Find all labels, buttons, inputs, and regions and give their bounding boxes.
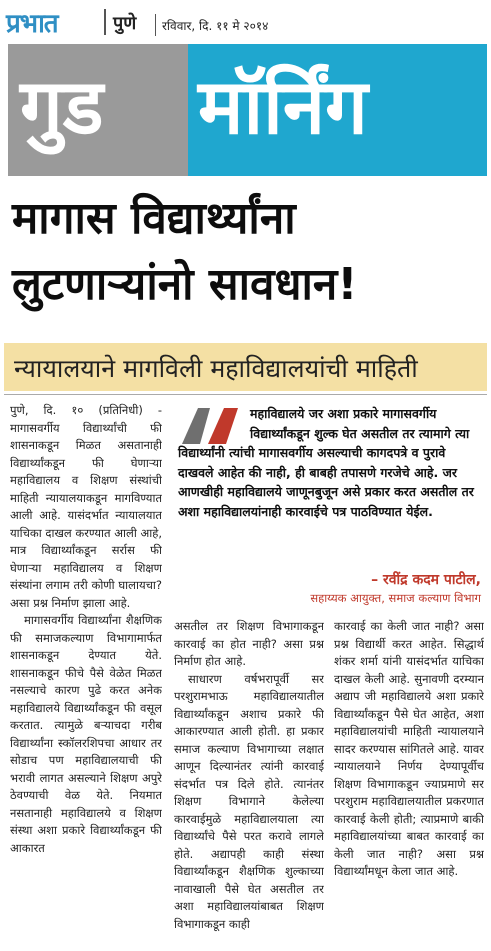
quote-spacer: [178, 404, 250, 442]
paragraph: कारवाई का केली जात नाही? असा प्रश्न विद्यार्थी करत आहेत. सिद्धार्थ शंकर शर्मा यांनी यासंदर्भात याचिका दाखल केली आहे. सुनावणी दरम्यान अद्याप जी महाविद्यालये अशा प्रकारे विद्यार्थ्यांकडून पैसे घेत आहेत, अशा महाविद्यालयांची माहिती न्यायालयाने सादर करण्यास सांगितले आहे. यावर न्यायालयाने निर्णय देण्यापूर्वीच शिक्षण विभागाकडून ज्याप्रमाणे सर परशुराम महाविद्यालयातील प्रकरणात कारवाई केली होती; त्याप्रमाणे बाकी महाविद्यालयांच्या बाबत कारवाई का केली जात नाही? असा प्रश्न विद्यार्थ्यांमधून केला जात आहे.: [334, 619, 484, 878]
pull-quote: महाविद्यालये जर अशा प्रकारे मागासवर्गीय विद्यार्थ्यांकडून शुल्क घेत असतील तर त्यामागे त्या विद्यार्थ्यांनी त्यांची मागासवर्गीय असल्याची कागदपत्रे व पुरावे दाखवले आहेत की नाही, ही बाबही तपासणे गरजेचे आहे. जर आणखीही महाविद्यालये जाणूनबुजून असे प्रकार करत असतील तर अशा महाविद्यालयांनाही कारवाईचे पत्र पाठविण्यात येईल.: [178, 406, 474, 519]
article-headline: [12, 186, 482, 318]
paragraph: पुणे, दि. १० (प्रतिनिधी) - मागासवर्गीय विद्यार्थ्यांची फी शासनाकडून मिळत असतानाही विद्यार्थ्यांकडून फी घेणाऱ्या महाविद्यालय व शिक्षण संस्थांची माहिती न्यायालयाकडून मागविण्यात आली आहे. यासंदर्भात न्यायालयात याचिका दाखल करण्यात आली आहे, मात्र विद्यार्थ्यांकडून सर्रास फी घेणाऱ्या महाविद्यालय व शिक्षण संस्थांना लगाम तरी कोणी घालायचा? असा प्रश्न निर्माण झाला आहे.: [10, 403, 162, 610]
masthead: [0, 0, 491, 42]
divider: [155, 14, 156, 36]
edition-date: रविवार, दि. ११ मे २०१४: [162, 19, 269, 33]
banner-right-panel: [188, 44, 487, 176]
paragraph: साधारण वर्षभरापूर्वी सर परशुरामभाऊ महाविद्यालयातील विद्यार्थ्यांकडून अशाच प्रकारे फी आकारण्यात आली होती. हा प्रकार समाज कल्याण विभागाच्या लक्षात आणून दिल्यानंतर त्यांनी कारवाई संदर्भात पत्र दिले होते. त्यानंतर शिक्षण विभागाने केलेल्या कारवाईमुळे महाविद्यालयाला त्या विद्यार्थ्यांचे पैसे परत करावे लागले होते. अद्यापही काही संस्था विद्यार्थ्यांकडून शैक्षणिक शुल्काच्या नावाखाली पैसे घेत असतील तर अशा महाविद्यालयांबाबत शिक्षण विभागाकडून काही: [174, 671, 324, 931]
banner-left-text: गुड: [20, 62, 104, 151]
quote-author: – रवींद्र कदम पाटील,: [371, 572, 481, 588]
article-column-3: [334, 618, 484, 947]
paragraph: मागासवर्गीय विद्यार्थ्यांना शैक्षणिक फी समाजकल्याण विभागामार्फत शासनाकडून देण्यात येते. शासनाकडून फीचे पैसे वेळेत मिळत नसल्याचे कारण पुढे करत अनेक महाविद्यालये विद्यार्थ्यांकडून फी वसूल करतात. त्यामुळे बऱ्याचदा गरीब विद्यार्थ्यांना स्कॉलरशिपचा आधार तर सोडाच पण महाविद्यालयाची फी भरावी लागत असल्याने शिक्षण अपुरे ठेवण्याची वेळ येते. नियमात नसतानाही महाविद्यालये व शिक्षण संस्था अशा प्रकारे विद्यार्थ्यांकडून फी आकारत: [10, 613, 162, 855]
quote-author-title: सहाय्यक आयुक्त, समाज कल्याण विभाग: [310, 591, 481, 605]
paragraph: असतील तर शिक्षण विभागाकडून कारवाई का होत नाही? असा प्रश्न निर्माण होत आहे.: [174, 619, 324, 668]
section-banner: [8, 44, 487, 176]
divider: [4, 394, 487, 395]
divider: [104, 9, 106, 35]
newspaper-logo: प्रभात: [6, 9, 58, 39]
edition-city: पुणे: [113, 13, 137, 34]
banner-right-text: मॉर्निंग: [198, 62, 368, 151]
article-subheadline: न्यायालयाने मागविली महाविद्यालयांची माहिती: [14, 354, 418, 383]
headline-line-2: लुटणाऱ्यांनो सावधान!: [12, 259, 358, 310]
article-column-2: [174, 618, 324, 947]
article-column-1: [10, 402, 162, 947]
banner-left-panel: [8, 44, 188, 176]
headline-line-1: मागास विद्यार्थ्यांना: [12, 193, 296, 244]
